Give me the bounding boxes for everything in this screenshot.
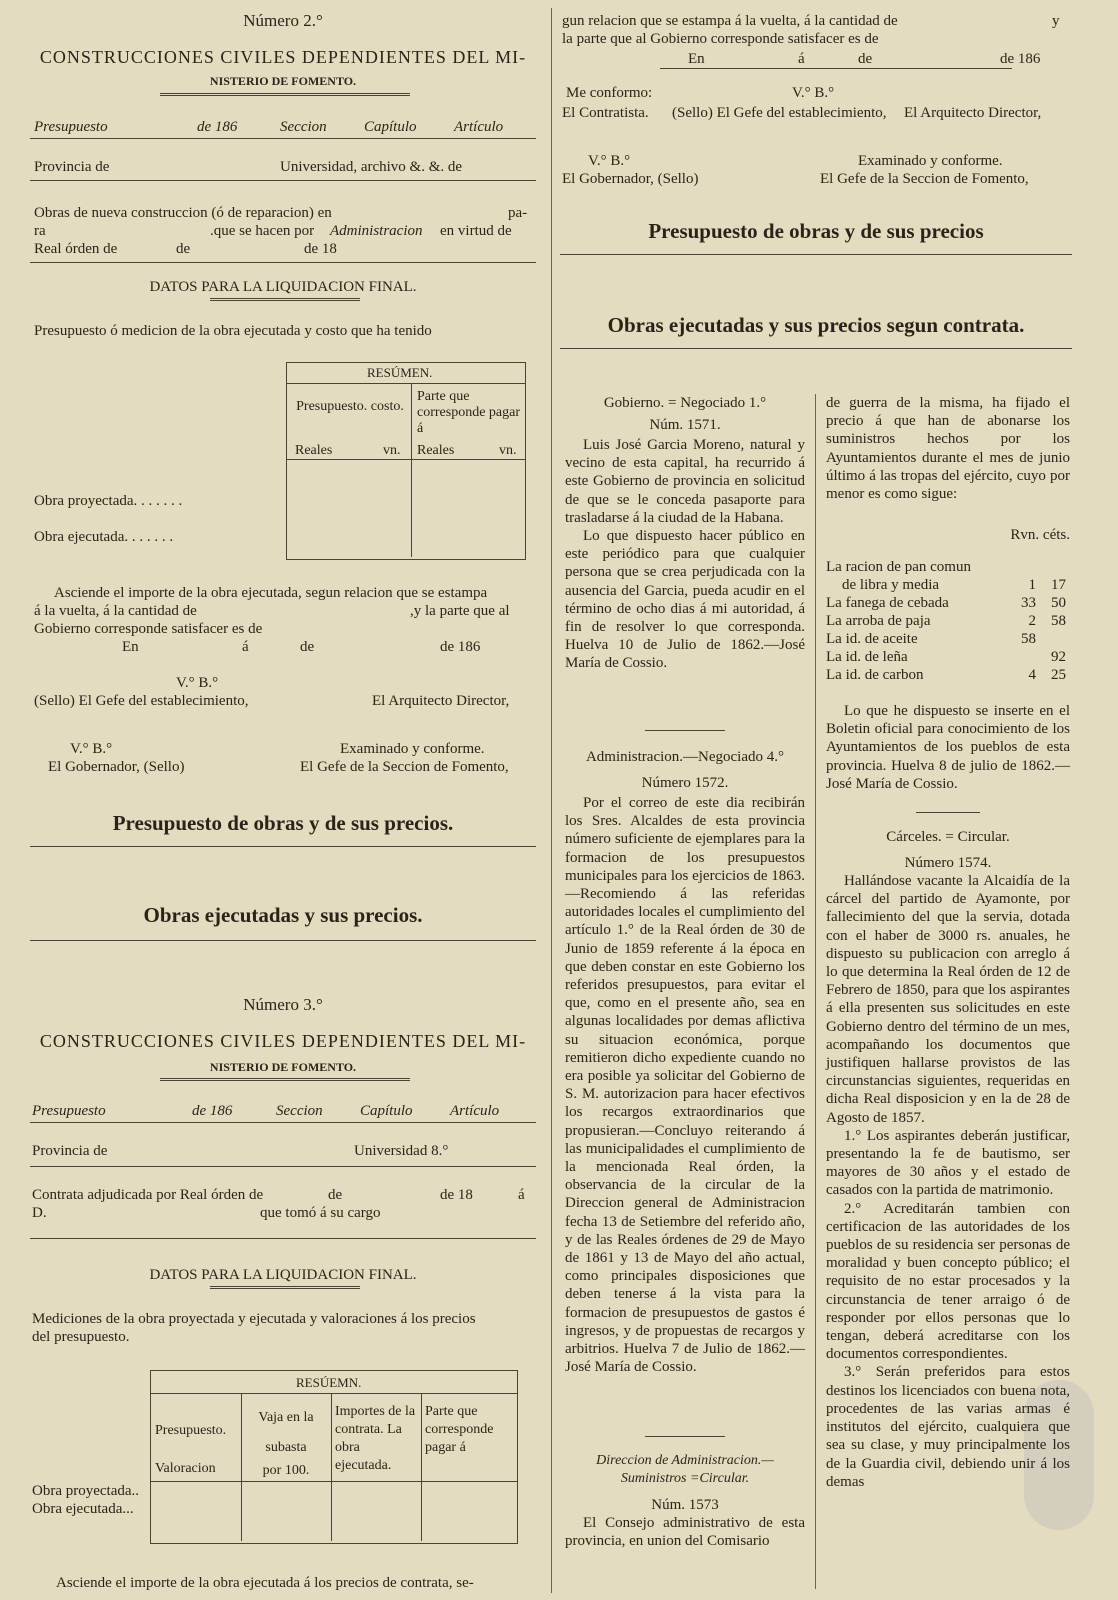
right-obras-title: Obras ejecutadas y sus precios segun contrata. bbox=[607, 313, 1025, 337]
rule bbox=[30, 1122, 536, 1123]
form2-obras-line2: ra bbox=[34, 223, 46, 239]
form3-mediciones-2: del presupuesto. bbox=[32, 1329, 130, 1345]
right-contratista: El Contratista. bbox=[562, 105, 649, 121]
price-centimos: 92 bbox=[1051, 649, 1066, 665]
form2-presupuesto-medicion: Presupuesto ó medicion de la obra ejecutada y costo que ha tenido bbox=[34, 323, 432, 339]
resumen2-importes: Importes de la contrata. La obra ejecutada. bbox=[335, 1404, 416, 1473]
form2-obras-line2-c: Administracion bbox=[330, 223, 423, 239]
form2-universidad: Universidad, archivo &. &. de bbox=[280, 159, 463, 175]
form2-obras-line3-b: de bbox=[176, 241, 191, 257]
right-arquitecto: El Arquitecto Director, bbox=[904, 105, 1042, 121]
form2-vb-2: V.° B.° bbox=[70, 741, 113, 757]
resumen-reales-2: Reales bbox=[417, 443, 455, 458]
form2-obras-line3-c: de 18 bbox=[304, 241, 337, 257]
rule bbox=[30, 138, 536, 139]
rule bbox=[560, 254, 1072, 255]
right-cont-1: gun relacion que se estampa á la vuelta, á la cantidad de bbox=[562, 13, 898, 29]
table-divider bbox=[241, 1393, 242, 1541]
form3-contrata-1b: de bbox=[328, 1187, 343, 1203]
resumen-row-ejecutada: Obra ejecutada. . . . . . . bbox=[34, 529, 174, 545]
form2-datos-title: DATOS PARA LA LIQUIDACION FINAL. bbox=[149, 279, 417, 295]
form2-provincia: Provincia de bbox=[34, 159, 110, 175]
right-presupuesto-title: Presupuesto de obras y de sus precios bbox=[648, 219, 984, 243]
resumen-title: RESÚMEN. bbox=[367, 365, 433, 380]
right-me-conformo: Me conformo: bbox=[566, 85, 653, 101]
form2-asciende-2: á la vuelta, á la cantidad de bbox=[34, 603, 197, 619]
form2-vb: V.° B.° bbox=[176, 675, 219, 691]
form2-asciende-1: Asciende el importe de la obra ejecutada, segun relacion que se estampa bbox=[54, 585, 488, 601]
right-cont-1b: y bbox=[1052, 13, 1060, 29]
price-row bbox=[826, 558, 1070, 576]
table-rule bbox=[287, 459, 525, 460]
column-rule bbox=[551, 8, 552, 1593]
s1-body-2: Lo que dispuesto hacer público en este periódico para que cualquier persona que se crea perjudicada con la ausencia del Garcia, pueda acudir en el término de ocho dias á mi autoridad, á fin de resolver lo que corresponda. Huelva 10 de Julio de 1862.—José María de Cossio. bbox=[565, 528, 805, 672]
ornament-rule bbox=[210, 1286, 360, 1289]
form2-obras-line1: Obras de nueva construccion (ó de reparacion) en bbox=[34, 205, 332, 221]
form2-a: á bbox=[242, 639, 249, 655]
right-de186: de 186 bbox=[1000, 51, 1041, 67]
ornament-rule bbox=[160, 93, 410, 96]
form3-hdr-seccion: Seccion bbox=[276, 1103, 323, 1119]
price-list bbox=[826, 558, 1070, 684]
price-reales: 2 bbox=[1028, 613, 1036, 629]
table-divider bbox=[411, 383, 412, 557]
form2-heading: CONSTRUCCIONES CIVILES DEPENDIENTES DEL MI- bbox=[39, 47, 527, 67]
subcolumn-rule bbox=[815, 394, 816, 1589]
price-label: La id. de leña bbox=[826, 649, 908, 665]
form3-contrata-1c: de 18 bbox=[440, 1187, 473, 1203]
price-label: La id. de aceite bbox=[826, 631, 918, 647]
resumen2-parte: Parte que corresponde pagar á bbox=[425, 1404, 494, 1455]
form2-hdr-articulo: Artículo bbox=[454, 119, 504, 135]
rule bbox=[30, 846, 536, 847]
resumen-table-2 bbox=[150, 1370, 518, 1544]
form2-de186: de 186 bbox=[440, 639, 481, 655]
right-gefe-seccion: El Gefe de la Seccion de Fomento, bbox=[820, 171, 1029, 187]
form2-hdr-year: de 186 bbox=[197, 119, 238, 135]
resumen-col-parte: Parte que corresponde pagar á bbox=[417, 389, 521, 436]
price-row bbox=[826, 666, 1070, 684]
form3-asciende: Asciende el importe de la obra ejecutada á los precios de contrata, se- bbox=[56, 1575, 474, 1591]
form3-contrata-1d: á bbox=[518, 1187, 525, 1203]
form2-obras-line2-d: en virtud de bbox=[440, 223, 512, 239]
s4-body: Hallándose vacante la Alcaidía de la cárcel del partido de Ayamonte, por fallecimiento del que la servia, dotada con el haber de 3000 rs. anuales, he dispuesto su publicacion con arreglo á lo que determina la Real órden de 12 de Febrero de 1850, para que los aspirantes á ella presenten sus solicitudes en este Gobierno dentro del término de un mes, acompañando los documentos que justifiquen hallarse provistos de las circunstancias siguientes, requeridas en dicha Real disposicion y en la de 28 de Agosto de 1857. bbox=[826, 873, 1070, 1126]
price-row bbox=[826, 594, 1070, 612]
resumen-vn-1: vn. bbox=[383, 443, 401, 458]
rule bbox=[30, 1238, 536, 1239]
rule bbox=[916, 812, 980, 813]
rule bbox=[30, 1166, 536, 1167]
s3-body: El Consejo administrativo de esta provincia, en union del Comisario bbox=[565, 1515, 805, 1550]
far-body-2: Lo que he dispuesto se inserte en el Boletin oficial para conocimiento de los Ayuntamientos de los pueblos de esta provincia. Huelva 8 de julio de 1862.—José María de Cossio. bbox=[826, 703, 1070, 792]
form3-heading-2: NISTERIO DE FOMENTO. bbox=[209, 1060, 357, 1074]
form3-contrata-1: Contrata adjudicada por Real órden de bbox=[32, 1187, 264, 1203]
s4-point-3: 3.° Serán preferidos para estos destinos los licenciados con buena nota, procedentes de las varias armas é institutos del ejército, cualquiera que sea su clase, y muy principalmente los de la Guardia civil, debiendo unir á los demas bbox=[826, 1364, 1070, 1490]
price-row bbox=[826, 630, 1070, 648]
rule bbox=[660, 68, 1012, 69]
right-examinado: Examinado y conforme. bbox=[858, 153, 1003, 169]
form2-hdr-capitulo: Capítulo bbox=[364, 119, 417, 135]
resumen2-vaja: Vaja en la subasta bbox=[258, 1410, 314, 1455]
table-divider bbox=[331, 1393, 332, 1541]
price-reales: 4 bbox=[1028, 667, 1036, 683]
form3-heading: CONSTRUCCIONES CIVILES DEPENDIENTES DEL MI- bbox=[39, 1031, 527, 1051]
form3-contrata-2b: que tomó á su cargo bbox=[260, 1205, 381, 1221]
right-cont-2: la parte que al Gobierno corresponde satisfacer es de bbox=[562, 31, 879, 47]
price-centimos: 25 bbox=[1051, 667, 1066, 683]
resumen2-por-100: por 100. bbox=[262, 1463, 310, 1478]
form2-de: de bbox=[300, 639, 315, 655]
obras-title: Obras ejecutadas y sus precios. bbox=[143, 903, 423, 927]
table-rule bbox=[287, 383, 525, 384]
right-en: En bbox=[688, 51, 705, 67]
s2-heading: Administracion.—Negociado 4.° bbox=[585, 749, 785, 765]
price-centimos: 17 bbox=[1051, 577, 1066, 593]
s4-heading: Cárceles. = Circular. bbox=[886, 829, 1010, 845]
form3-contrata-2: D. bbox=[32, 1205, 47, 1221]
form3-hdr-presupuesto: Presupuesto bbox=[32, 1103, 106, 1119]
price-label: La arroba de paja bbox=[826, 613, 931, 629]
form2-examinado: Examinado y conforme. bbox=[340, 741, 485, 757]
s4-number: Número 1574. bbox=[904, 855, 992, 871]
resumen-table bbox=[286, 362, 526, 560]
presupuesto-title: Presupuesto de obras y de sus precios. bbox=[112, 811, 454, 835]
resumen-col-presupuesto: Presupuesto. costo. bbox=[296, 399, 404, 414]
right-vb-2: V.° B.° bbox=[588, 153, 631, 169]
price-label: La fanega de cebada bbox=[826, 595, 949, 611]
resumen2-title: RESÚEMN. bbox=[296, 1375, 362, 1390]
right-a: á bbox=[798, 51, 805, 67]
form2-obras-line2-b: .que se hacen por bbox=[210, 223, 315, 239]
form3-hdr-articulo: Artículo bbox=[450, 1103, 500, 1119]
s1-heading: Gobierno. = Negociado 1.° bbox=[603, 395, 767, 411]
resumen-reales-1: Reales bbox=[295, 443, 333, 458]
s3-number: Núm. 1573 bbox=[651, 1497, 719, 1513]
rule bbox=[645, 1436, 725, 1437]
rule bbox=[30, 180, 536, 181]
right-gobernador: El Gobernador, (Sello) bbox=[562, 171, 699, 187]
price-label: La id. de carbon bbox=[826, 667, 924, 683]
resumen2-row-proyectada: Obra proyectada.. bbox=[32, 1483, 140, 1499]
table-divider bbox=[421, 1393, 422, 1541]
resumen-row-proyectada: Obra proyectada. . . . . . . bbox=[34, 493, 183, 509]
form3-hdr-year: de 186 bbox=[192, 1103, 233, 1119]
resumen2-valoracion: Valoracion bbox=[155, 1461, 216, 1476]
resumen-vn-2: vn. bbox=[499, 443, 517, 458]
table-rule bbox=[151, 1481, 517, 1482]
form2-obras-line3: Real órden de bbox=[34, 241, 118, 257]
form2-gobernador: El Gobernador, (Sello) bbox=[48, 759, 185, 775]
price-row bbox=[826, 576, 1070, 594]
price-label: La racion de pan comun bbox=[826, 559, 971, 575]
far-units: Rvn. céts. bbox=[1010, 527, 1070, 543]
form3-provincia: Provincia de bbox=[32, 1143, 108, 1159]
ornament-rule bbox=[160, 1078, 410, 1081]
form2-sello-gefe: (Sello) El Gefe del establecimiento, bbox=[34, 693, 249, 709]
form2-hdr-presupuesto: Presupuesto bbox=[34, 119, 108, 135]
right-vb: V.° B.° bbox=[792, 85, 835, 101]
form2-asciende-3: Gobierno corresponde satisfacer es de bbox=[34, 621, 263, 637]
price-reales: 1 bbox=[1028, 577, 1036, 593]
ornament-rule bbox=[210, 298, 360, 301]
price-centimos: 50 bbox=[1051, 595, 1066, 611]
form2-arquitecto: El Arquitecto Director, bbox=[372, 693, 510, 709]
s1-number: Núm. 1571. bbox=[649, 417, 721, 433]
form2-en: En bbox=[122, 639, 139, 655]
resumen2-presupuesto: Presupuesto. bbox=[155, 1423, 227, 1438]
form2-obras-line1-end: pa- bbox=[508, 205, 528, 221]
s4-point-1: 1.° Los aspirantes deberán justificar, presentando la fe de bautismo, ser mayores de 30 años y el estado de casados con la partida de matrimonio. bbox=[826, 1127, 1070, 1199]
price-row bbox=[826, 612, 1070, 630]
table-rule bbox=[151, 1393, 517, 1394]
form3-hdr-capitulo: Capítulo bbox=[360, 1103, 413, 1119]
resumen2-row-ejecutada: Obra ejecutada... bbox=[32, 1501, 134, 1517]
rule bbox=[30, 262, 536, 263]
price-label: de libra y media bbox=[842, 577, 940, 593]
s4-point-2: 2.° Acreditarán tambien con certificacion de las autoridades de los pueblos de su residencia ser personas de moralidad y buen concepto público; el requisito de no estar procesados y la circunstancia de tener arraigo ó de responder por ellos personas que lo tengan, deberá acreditarse con los documentos correspondientes. bbox=[826, 1200, 1070, 1363]
s3-heading: Direccion de Administracion.—Suministros =Circular. bbox=[596, 1453, 774, 1486]
price-row bbox=[826, 648, 1070, 666]
form3-mediciones-1: Mediciones de la obra proyectada y ejecutada y valoraciones á los precios bbox=[32, 1311, 476, 1327]
form2-gefe-seccion: El Gefe de la Seccion de Fomento, bbox=[300, 759, 509, 775]
s1-body: Luis José Garcia Moreno, natural y vecino de esta capital, ha recurrido á este Gobierno de provincia en solicitud de que se le conceda pasaporte para trasladarse á la ciudad de la Habana. bbox=[565, 437, 805, 526]
form2-number: Número 2.° bbox=[243, 11, 323, 30]
rule bbox=[645, 730, 725, 731]
price-centimos: 58 bbox=[1051, 613, 1066, 629]
form3-number: Número 3.° bbox=[243, 995, 323, 1014]
right-sello-gefe: (Sello) El Gefe del establecimiento, bbox=[672, 105, 887, 121]
s2-body: Por el correo de este dia recibirán los Sres. Alcaldes de esta provincia número suficiente de ejemplares para la formacion de los presupuestos municipales para los ejercicios de 1863.—Recomiendo á las referidas autoridades locales el cumplimiento del artículo 1.° de la Real órden de 30 de Junio de 1859 referente á la época en que deben constar en este Gobierno los referidos presupuestos, para evitar el que, como en el presente año, sea en algunas localidades por demas aflictiva su situacion económica, porque remitieron dicho expediente cuando no era posible ya solicitar del Gobierno de S. M. autorizacion para hacer efectivos los recargos extraordinarios que propusieran.—Concluyo reiterando á las municipalidades el cumplimiento de la mencionada Real órden, la observancia de la circular de la Direccion general de Administracion fecha 13 de Setiembre del referido año, y de las Reales órdenes de 29 de Mayo de 1861 y 13 de Mayo del año actual, como principales disposiciones que deben tenerse á la vista para la formacion de presupuestos de gastos é ingresos, y de propuestas de recargos y arbitrios. Huelva 7 de Julio de 1862.—José María de Cossio. bbox=[565, 795, 805, 1376]
form3-universidad: Universidad 8.° bbox=[354, 1143, 449, 1159]
price-reales: 58 bbox=[1021, 631, 1036, 647]
rule bbox=[560, 348, 1072, 349]
price-reales: 33 bbox=[1021, 595, 1036, 611]
rule bbox=[30, 940, 536, 941]
form3-datos-title: DATOS PARA LA LIQUIDACION FINAL. bbox=[149, 1267, 417, 1283]
s2-number: Número 1572. bbox=[641, 775, 729, 791]
right-de: de bbox=[858, 51, 873, 67]
far-cont: de guerra de la misma, ha fijado el precio á que han de abonarse los suministros hechos por los Ayuntamientos durante el mes de junio último á las tropas del ejército, cuyo por menor es como sigue: bbox=[826, 395, 1070, 503]
form2-hdr-seccion: Seccion bbox=[280, 119, 327, 135]
form2-heading-2: NISTERIO DE FOMENTO. bbox=[209, 74, 357, 88]
form2-asciende-2b: ,y la parte que al bbox=[410, 603, 510, 619]
